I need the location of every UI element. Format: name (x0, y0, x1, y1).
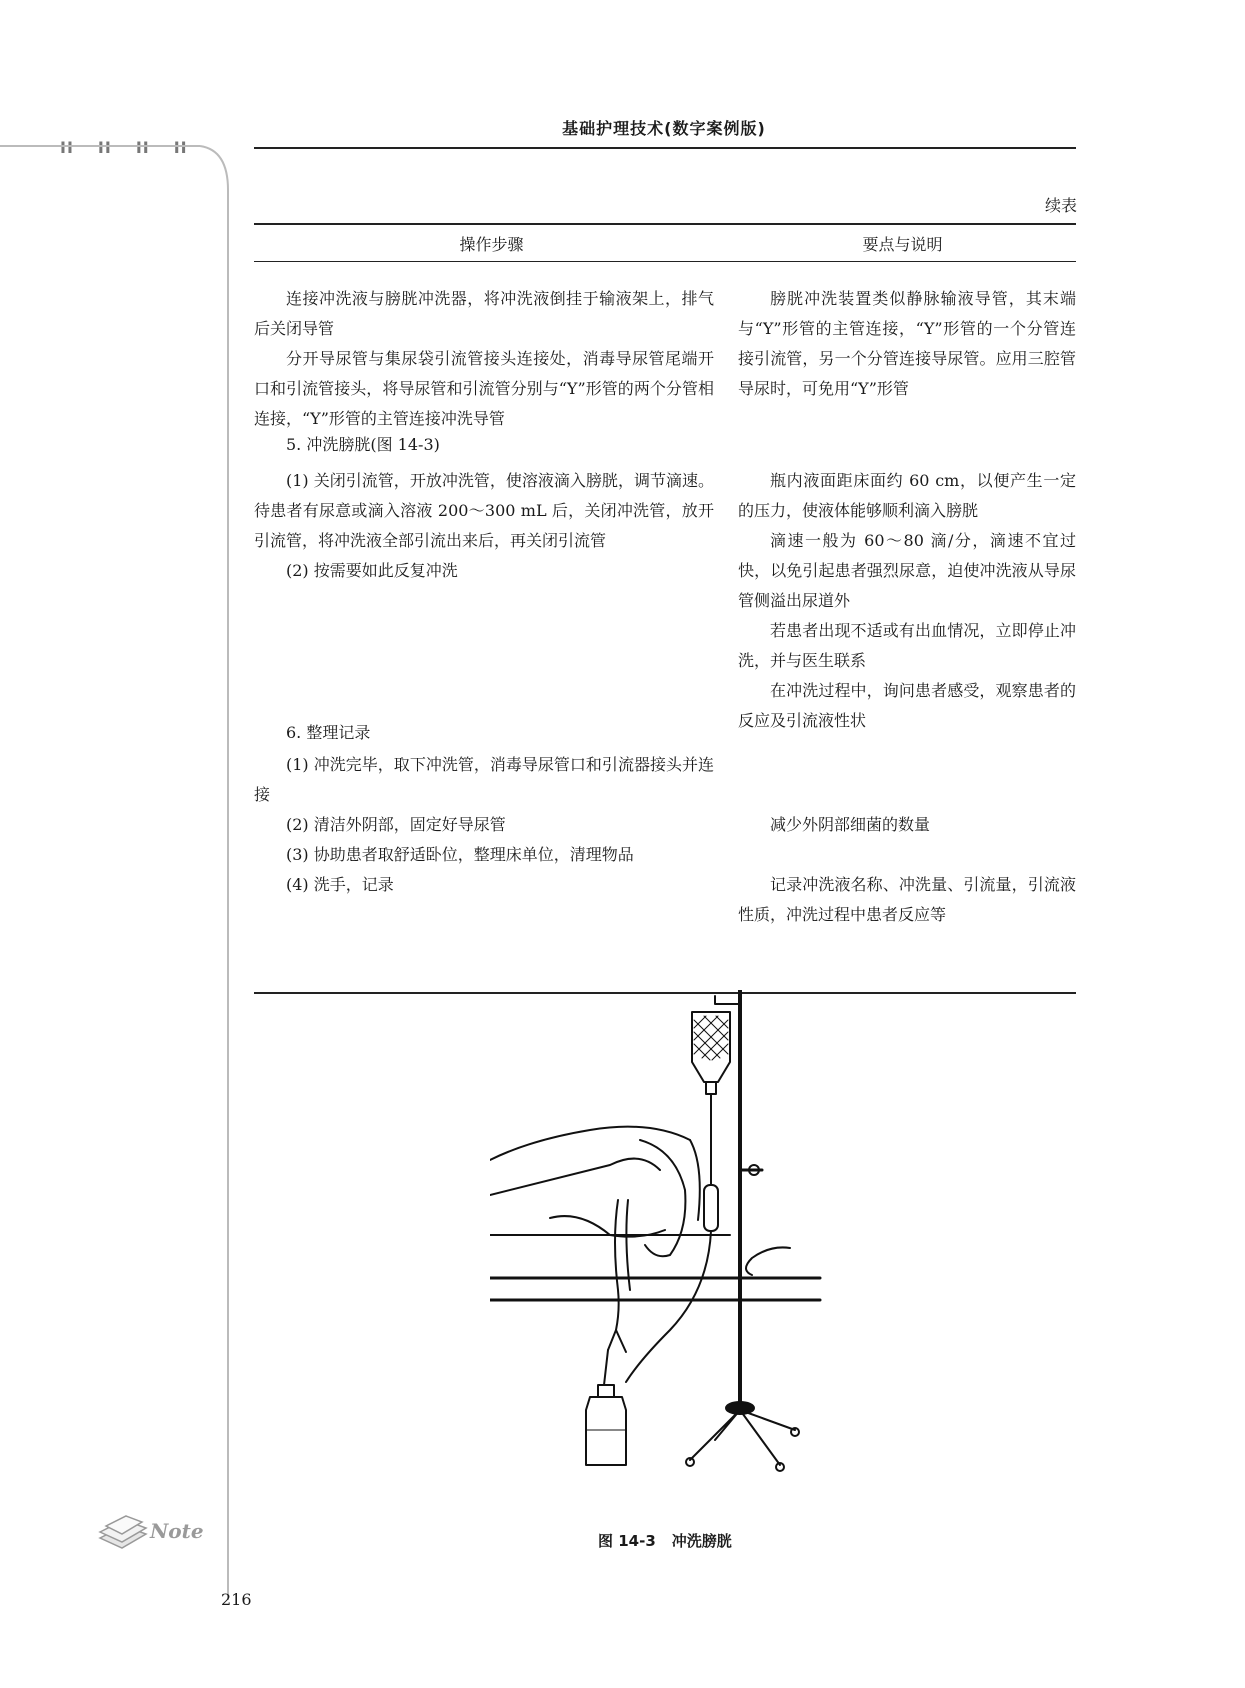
step-text: 连接冲洗液与膀胱冲洗器，将冲洗液倒挂于输液架上，排气后关闭导管 (254, 289, 714, 338)
note-text: 减少外阴部细菌的数量 (770, 815, 931, 834)
margin-mark: II (97, 138, 112, 157)
step-text: (1) 冲洗完毕，取下冲洗管，消毒导尿管口和引流器接头并连接 (254, 755, 714, 804)
step-cell (254, 430, 714, 586)
step-text: (2) 清洁外阴部，固定好导尿管 (286, 815, 506, 834)
step-cell (254, 718, 714, 900)
step-text: (1) 关闭引流管，开放冲洗管，使溶液滴入膀胱，调节滴速。待患者有尿意或滴入溶液 200～300 mL 后，关闭冲洗管，放开引流管，将冲洗液全部引流出来后，再关闭引流管 (254, 471, 714, 550)
bladder-irrigation-illustration (490, 990, 870, 1490)
note-icon (96, 1508, 206, 1554)
note-text: 瓶内液面距床面约 60 cm，以便产生一定的压力，使液体能够顺利滴入膀胱 (738, 471, 1076, 520)
table-body (254, 262, 1076, 994)
step-cell (254, 284, 714, 434)
step-text: (4) 洗手，记录 (286, 875, 394, 894)
margin-marks (60, 138, 212, 157)
figure-title: 冲洗膀胱 (671, 1532, 732, 1550)
step-text: (3) 协助患者取舒适卧位，整理床单位，清理物品 (286, 845, 634, 864)
note-text: 膀胱冲洗装置类似静脉输液导管，其末端与“Y”形管的主管连接，“Y”形管的一个分管连接引流管，另一个分管连接导尿管。应用三腔管导尿时，可免用“Y”形管 (738, 289, 1076, 398)
page-number: 216 (221, 1590, 252, 1609)
note-text: 记录冲洗液名称、冲洗量、引流量，引流液性质，冲洗过程中患者反应等 (738, 875, 1076, 924)
margin-mark: II (60, 138, 74, 157)
side-rule (0, 0, 260, 1600)
procedure-table (254, 223, 1076, 994)
note-cell (738, 466, 1076, 736)
figure-caption (598, 1530, 732, 1551)
column-header-notes: 要点与说明 (862, 234, 943, 254)
figure-number: 图 14-3 (598, 1532, 656, 1550)
note-cell (738, 810, 1076, 930)
note-cell (738, 284, 1076, 404)
step-heading: 5. 冲洗膀胱(图 14-3) (286, 435, 440, 454)
margin-mark: II (135, 138, 150, 157)
header-rule (254, 147, 1076, 149)
note-text: 在冲洗过程中，询问患者感受，观察患者的反应及引流液性状 (738, 681, 1076, 730)
continued-label: 续表 (1044, 196, 1077, 215)
column-header-steps: 操作步骤 (459, 234, 524, 254)
step-text: (2) 按需要如此反复冲洗 (286, 561, 458, 580)
step-text: 分开导尿管与集尿袋引流管接头连接处，消毒导尿管尾端开口和引流管接头，将导尿管和引流管分别与“Y”形管的两个分管相连接，“Y”形管的主管连接冲洗导管 (254, 349, 714, 428)
margin-mark: II (173, 138, 188, 157)
note-label: Note (150, 1519, 204, 1543)
note-text: 滴速一般为 60～80 滴/分，滴速不宜过快，以免引起患者强烈尿意，迫使冲洗液从导尿管侧溢出尿道外 (738, 531, 1076, 610)
running-head: 基础护理技术(数字案例版) (562, 119, 766, 138)
table-header (254, 225, 1076, 262)
step-heading: 6. 整理记录 (286, 723, 371, 742)
note-text: 若患者出现不适或有出血情况，立即停止冲洗，并与医生联系 (738, 621, 1076, 670)
